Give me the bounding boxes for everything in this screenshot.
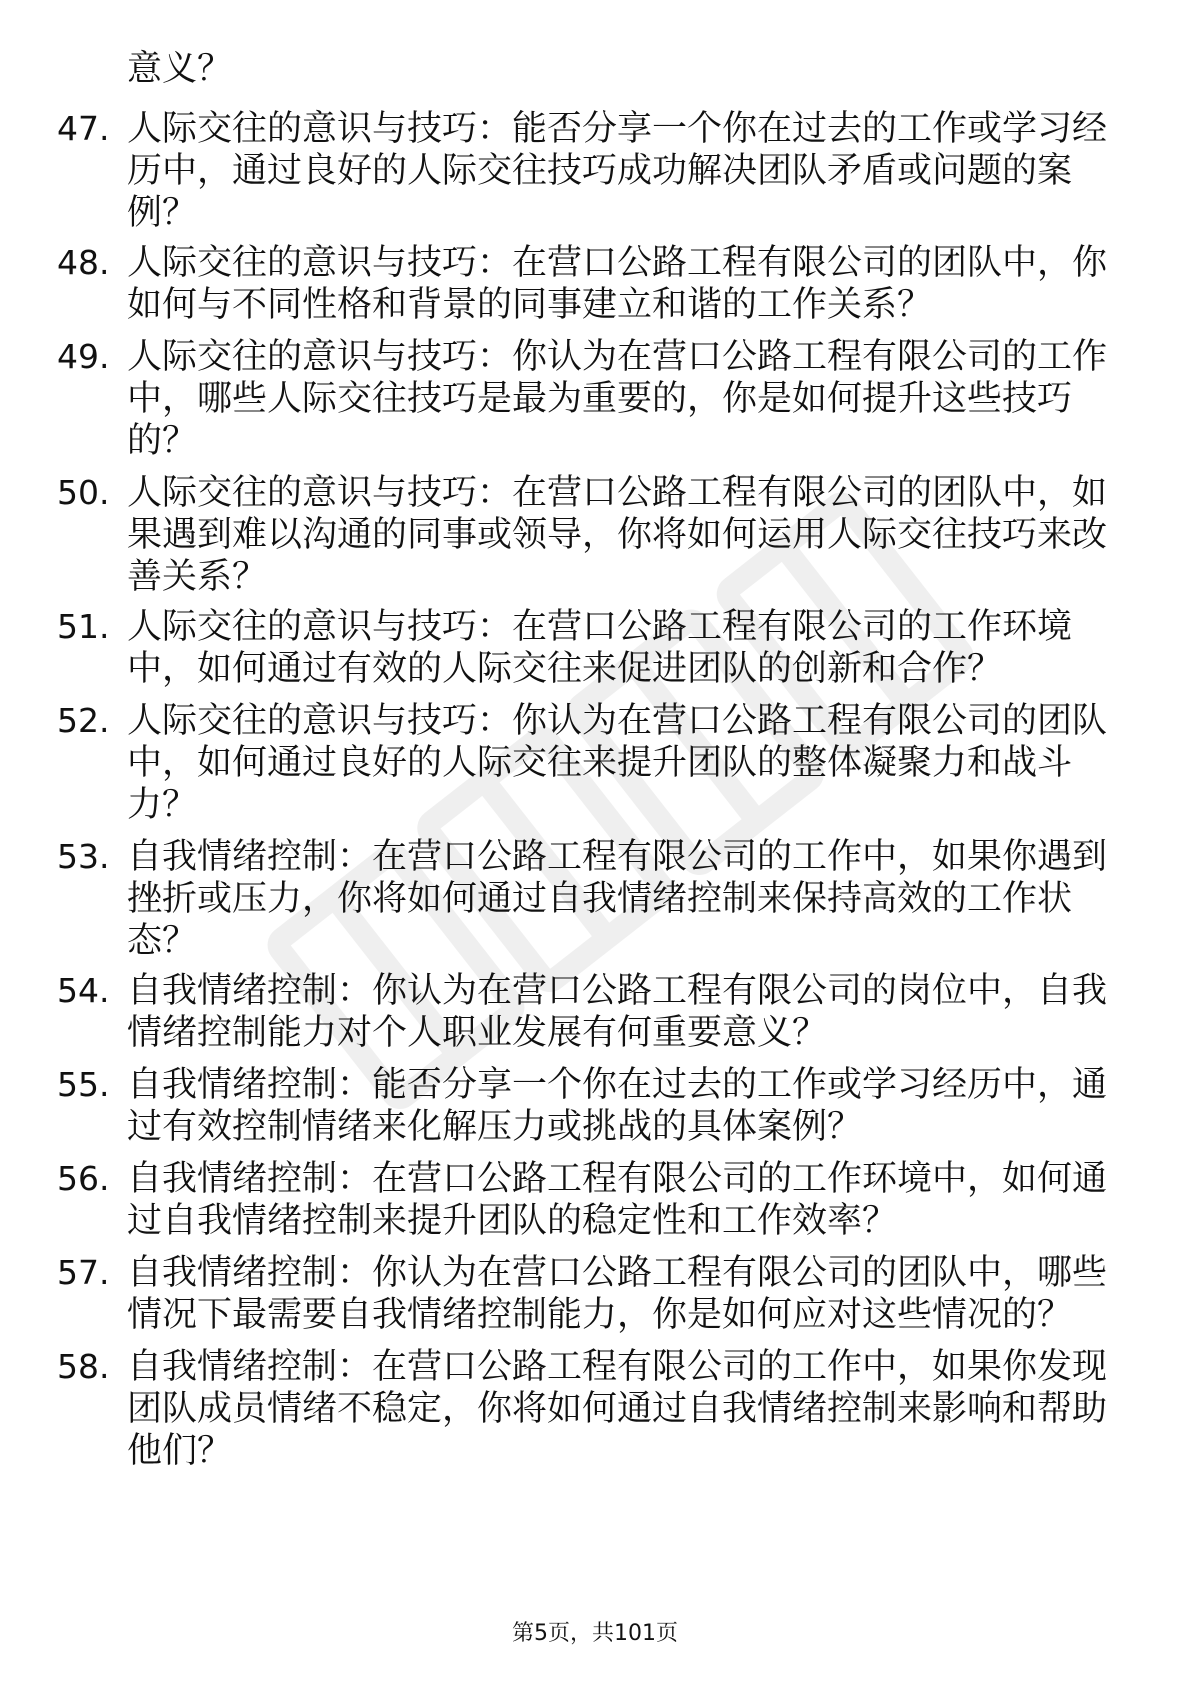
question-text: 自我情绪控制：你认为在营口公路工程有限公司的团队中，哪些 情况下最需要自我情绪控制能力，你是如何应对这些情况的？ <box>127 1253 1108 1335</box>
question-number: 56. <box>57 1159 110 1198</box>
question-text: 自我情绪控制：你认为在营口公路工程有限公司的岗位中，自我 情绪控制能力对个人职业发展有何重要意义？ <box>127 971 1108 1053</box>
question-number: 57. <box>57 1253 110 1292</box>
question-text: 自我情绪控制：在营口公路工程有限公司的工作环境中，如何通 过自我情绪控制来提升团队的稳定性和工作效率？ <box>127 1159 1108 1241</box>
question-number: 50. <box>57 473 110 512</box>
question-text: 人际交往的意识与技巧：你认为在营口公路工程有限公司的团队 中，如何通过良好的人际交往来提升团队的整体凝聚力和战斗 力？ <box>127 701 1108 825</box>
question-number: 55. <box>57 1065 110 1104</box>
question-number: 54. <box>57 971 110 1010</box>
question-text: 人际交往的意识与技巧：你认为在营口公路工程有限公司的工作 中，哪些人际交往技巧是最为重要的，你是如何提升这些技巧 的？ <box>127 337 1108 461</box>
question-number: 49. <box>57 337 110 376</box>
question-text: 自我情绪控制：能否分享一个你在过去的工作或学习经历中，通 过有效控制情绪来化解压力或挑战的具体案例？ <box>127 1065 1108 1147</box>
question-text: 人际交往的意识与技巧：在营口公路工程有限公司的工作环境 中，如何通过有效的人际交往来促进团队的创新和合作？ <box>127 607 1073 689</box>
question-text: 人际交往的意识与技巧：在营口公路工程有限公司的团队中，你 如何与不同性格和背景的同事建立和谐的工作关系？ <box>127 243 1108 325</box>
question-number: 51. <box>57 607 110 646</box>
question-number: 48. <box>57 243 110 282</box>
question-text: 自我情绪控制：在营口公路工程有限公司的工作中，如果你遇到 挫折或压力，你将如何通过自我情绪控制来保持高效的工作状 态？ <box>127 837 1108 961</box>
question-text: 人际交往的意识与技巧：能否分享一个你在过去的工作或学习经 历中，通过良好的人际交往技巧成功解决团队矛盾或问题的案 例？ <box>127 109 1108 233</box>
question-number: 53. <box>57 837 110 876</box>
question-number: 47. <box>57 109 110 148</box>
question-text: 自我情绪控制：在营口公路工程有限公司的工作中，如果你发现 团队成员情绪不稳定，你将如何通过自我情绪控制来影响和帮助 他们？ <box>127 1347 1108 1471</box>
question-text: 人际交往的意识与技巧：在营口公路工程有限公司的团队中，如 果遇到难以沟通的同事或领导，你将如何运用人际交往技巧来改 善关系？ <box>127 473 1108 597</box>
continuation-text: 意义？ <box>127 49 233 89</box>
question-number: 58. <box>57 1347 110 1386</box>
question-number: 52. <box>57 701 110 740</box>
page-footer: 第5页，共101页 <box>512 1621 678 1646</box>
